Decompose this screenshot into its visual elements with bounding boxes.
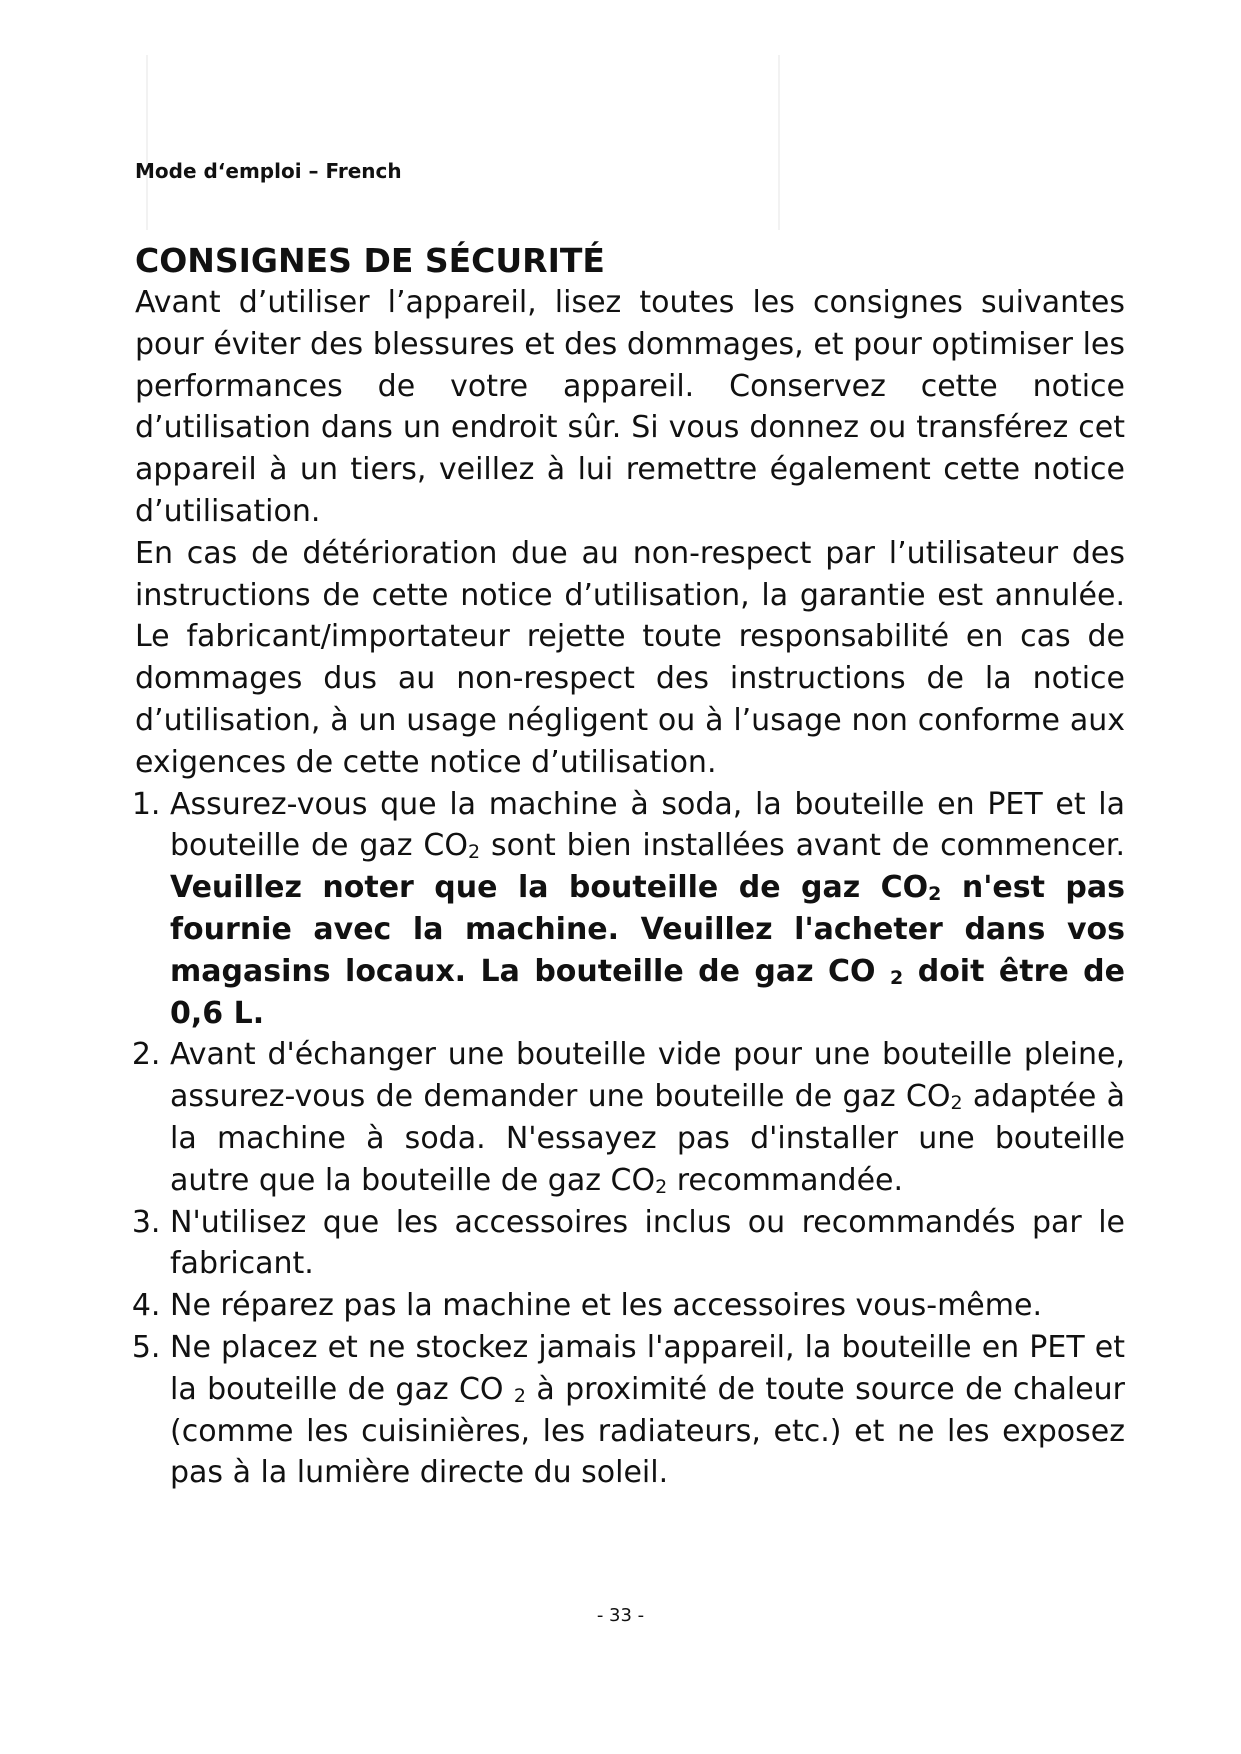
intro-paragraph: Avant d’utiliser l’appareil, lisez toutes les consignes suivantes pour éviter des blessures et des dommages, et pour optimiser les performances de votre appareil. Conservez cette notice d’utilisation dans un endroit sûr. Si vous donnez ou transférez cet appareil à un tiers, veillez à lui remettre également cette notice d’utilisation. — [135, 285, 1125, 529]
list-item: 1. Assurez-vous que la machine à soda, la bouteille en PET et la bouteille de gaz $CO_2$ sont bien installées avant de commencer. Veuillez noter que la bouteille de gaz $CO_2$ n'est pas fournie avec la machine. Veuillez l'acheter dans vos magasins locaux. La bouteille de gaz CO $_2$ doit être de 0,6 L. — [170, 784, 1125, 1035]
document-header: Mode d‘emploi – French — [135, 159, 402, 183]
list-item: 3. N'utilisez que les accessoires inclus ou recommandés par le fabricant. — [170, 1202, 1125, 1286]
page-content — [135, 240, 1125, 1494]
list-item: 2. Avant d'échanger une bouteille vide pour une bouteille pleine, assurez-vous de demander une bouteille de gaz $CO_2$ adaptée à la machine à soda. N'essayez pas d'installer une bouteille autre que la bouteille de gaz $CO_2$ recommandée. — [170, 1034, 1125, 1201]
bold-notice: Veuillez noter que la bouteille de gaz $CO_2$ n'est pas fournie avec la machine. Veuillez l'acheter dans vos magasins locaux. La bouteille de gaz CO $_2$ doit être de 0,6 L. — [170, 870, 1126, 1031]
list-item: 5. Ne placez et ne stockez jamais l'appareil, la bouteille en PET et la bouteille de gaz CO $_2$ à proximité de toute source de chaleur (comme les cuisinières, les radiateurs, etc.) et ne les exposez pas à la lumière directe du soleil. — [170, 1327, 1125, 1494]
page-number: - 33 - — [596, 1605, 645, 1626]
list-item: 4. Ne réparez pas la machine et les accessoires vous-même. — [170, 1285, 1125, 1327]
warranty-paragraph: En cas de détérioration due au non-respect par l’utilisateur des instructions de cette notice d’utilisation, la garantie est annulée. Le fabricant/importateur rejette toute responsabilité en cas de dommages dus au non-respect des instructions de la notice d’utilisation, à un usage négligent ou à l’usage non conforme aux exigences de cette notice d’utilisation. — [135, 535, 1125, 780]
safety-list — [135, 784, 1125, 1495]
scan-edge-right — [778, 55, 780, 230]
section-title: CONSIGNES DE SÉCURITÉ — [135, 241, 605, 280]
scan-edge-left — [146, 55, 148, 230]
